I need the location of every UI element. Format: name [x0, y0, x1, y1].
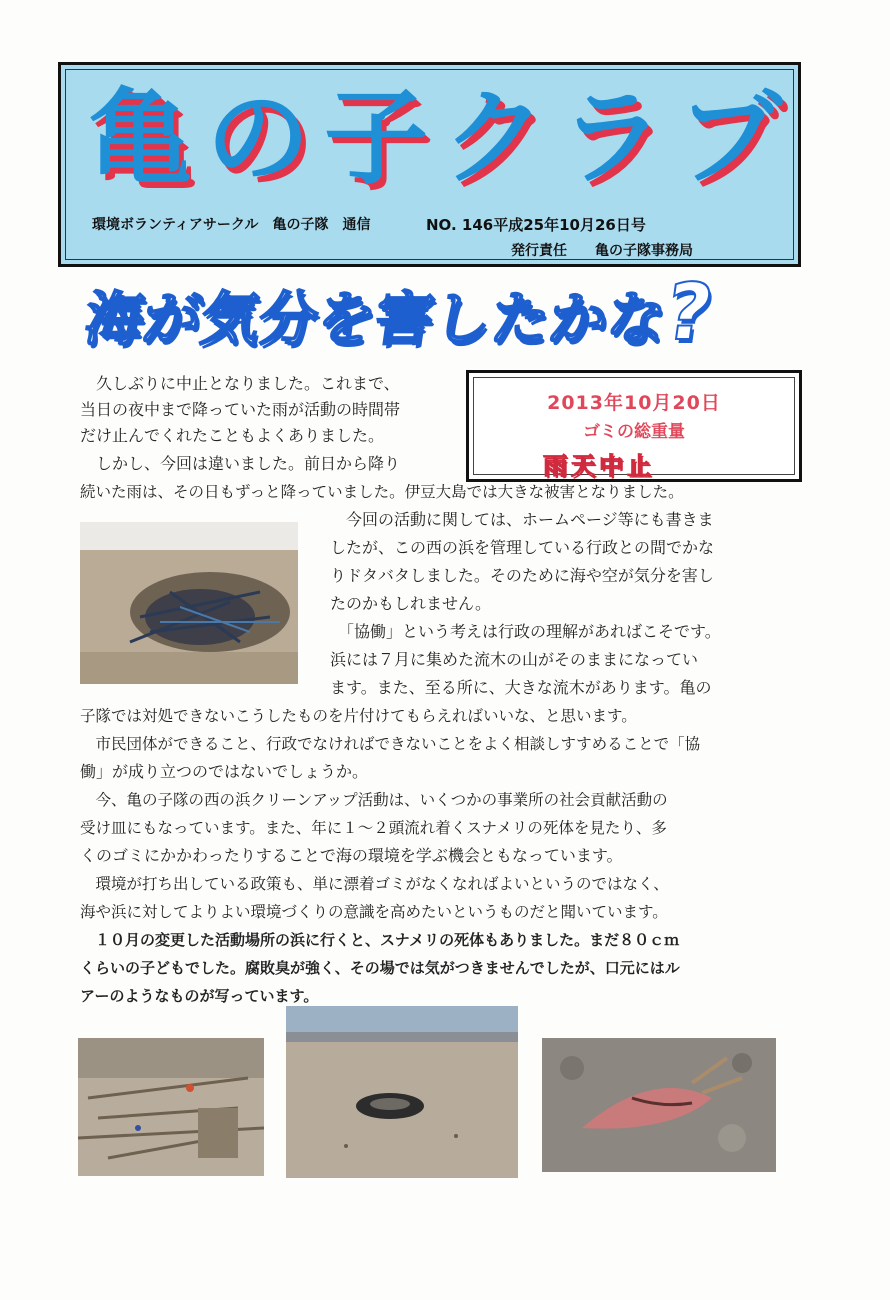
- masthead: [58, 62, 801, 267]
- body-line: 続いた雨は、その日もずっと降っていました。伊豆大島では大きな被害となりました。: [80, 483, 684, 501]
- body-line: 浜には７月に集めた流木の山がそのままになってい: [330, 650, 699, 669]
- body-line: 働」が成り立つのではないでしょうか。: [80, 762, 369, 781]
- headline-text: 海が気分を害したかな: [80, 285, 671, 353]
- driftwood-pile-photo: [80, 522, 298, 684]
- activity-date: 2013年10月20日: [547, 392, 721, 414]
- cancellation-notice: 雨天中止: [543, 452, 655, 480]
- body-line-bold: くらいの子どもでした。腐敗臭が強く、その場では気がつきませんでしたが、口元にはル: [80, 959, 680, 977]
- body-line: 市民団体ができること、行政でなければできないことをよく相談しすすめることで「協: [80, 735, 701, 753]
- body-line: 環境が打ち出している政策も、単に漂着ゴミがなくなればよいというのではなく、: [80, 875, 669, 893]
- total-weight-label: ゴミの総重量: [583, 422, 685, 442]
- body-line: 「協働」という考えは行政の理解があればこそです。: [330, 622, 721, 641]
- body-line-bold: アーのようなものが写っています。: [80, 987, 319, 1005]
- article-headline: [79, 268, 718, 364]
- body-line: 当日の夜中まで降っていた雨が活動の時間帯: [80, 400, 401, 419]
- headline-question-mark: ?: [660, 268, 719, 358]
- body-line: しかし、今回は違いました。前日から降り: [80, 454, 401, 473]
- tire-on-beach-photo: [286, 1006, 518, 1178]
- body-line: 海や浜に対してよりよい環境づくりの意識を高めたいというものだと聞いています。: [80, 903, 668, 921]
- body-line: りドタバタしました。そのために海や空が気分を害し: [330, 566, 714, 585]
- result-box-inner: [473, 377, 795, 480]
- circle-name: 環境ボランティアサークル 亀の子隊 通信: [92, 217, 371, 233]
- newsletter-title: 亀の子クラブ: [88, 77, 797, 199]
- porpoise-carcass-photo: [542, 1038, 776, 1172]
- masthead-inner-border: [65, 69, 797, 260]
- beach-debris-photo: [78, 1038, 264, 1176]
- publisher: 発行責任 亀の子隊事務局: [511, 243, 693, 259]
- body-line: したが、この西の浜を管理している行政との間でかな: [330, 538, 715, 557]
- body-line: ます。また、至る所に、大きな流木があります。亀の: [330, 678, 712, 697]
- body-line: だけ止んでくれたこともよくありました。: [80, 426, 385, 445]
- body-line: 今回の活動に関しては、ホームページ等にも書きま: [330, 510, 714, 529]
- body-line: 今、亀の子隊の西の浜クリーンアップ活動は、いくつかの事業所の社会貢献活動の: [80, 791, 668, 809]
- body-line: 久しぶりに中止となりました。これまで、: [80, 374, 400, 393]
- result-box: [466, 370, 802, 482]
- body-line: たのかもしれません。: [330, 594, 491, 613]
- body-line-bold: １０月の変更した活動場所の浜に行くと、スナメリの死体もありました。まだ８０ｃｍ: [80, 931, 680, 949]
- issue-number: NO. 146平成25年10月26日号: [426, 216, 646, 234]
- body-line: 子隊では対処できないこうしたものを片付けてもらえればいいな、と思います。: [80, 707, 637, 725]
- body-line: 受け皿にもなっています。また、年に１～２頭流れ着くスナメリの死体を見たり、多: [80, 819, 667, 837]
- body-line: くのゴミにかかわったりすることで海の環境を学ぶ機会ともなっています。: [80, 846, 623, 865]
